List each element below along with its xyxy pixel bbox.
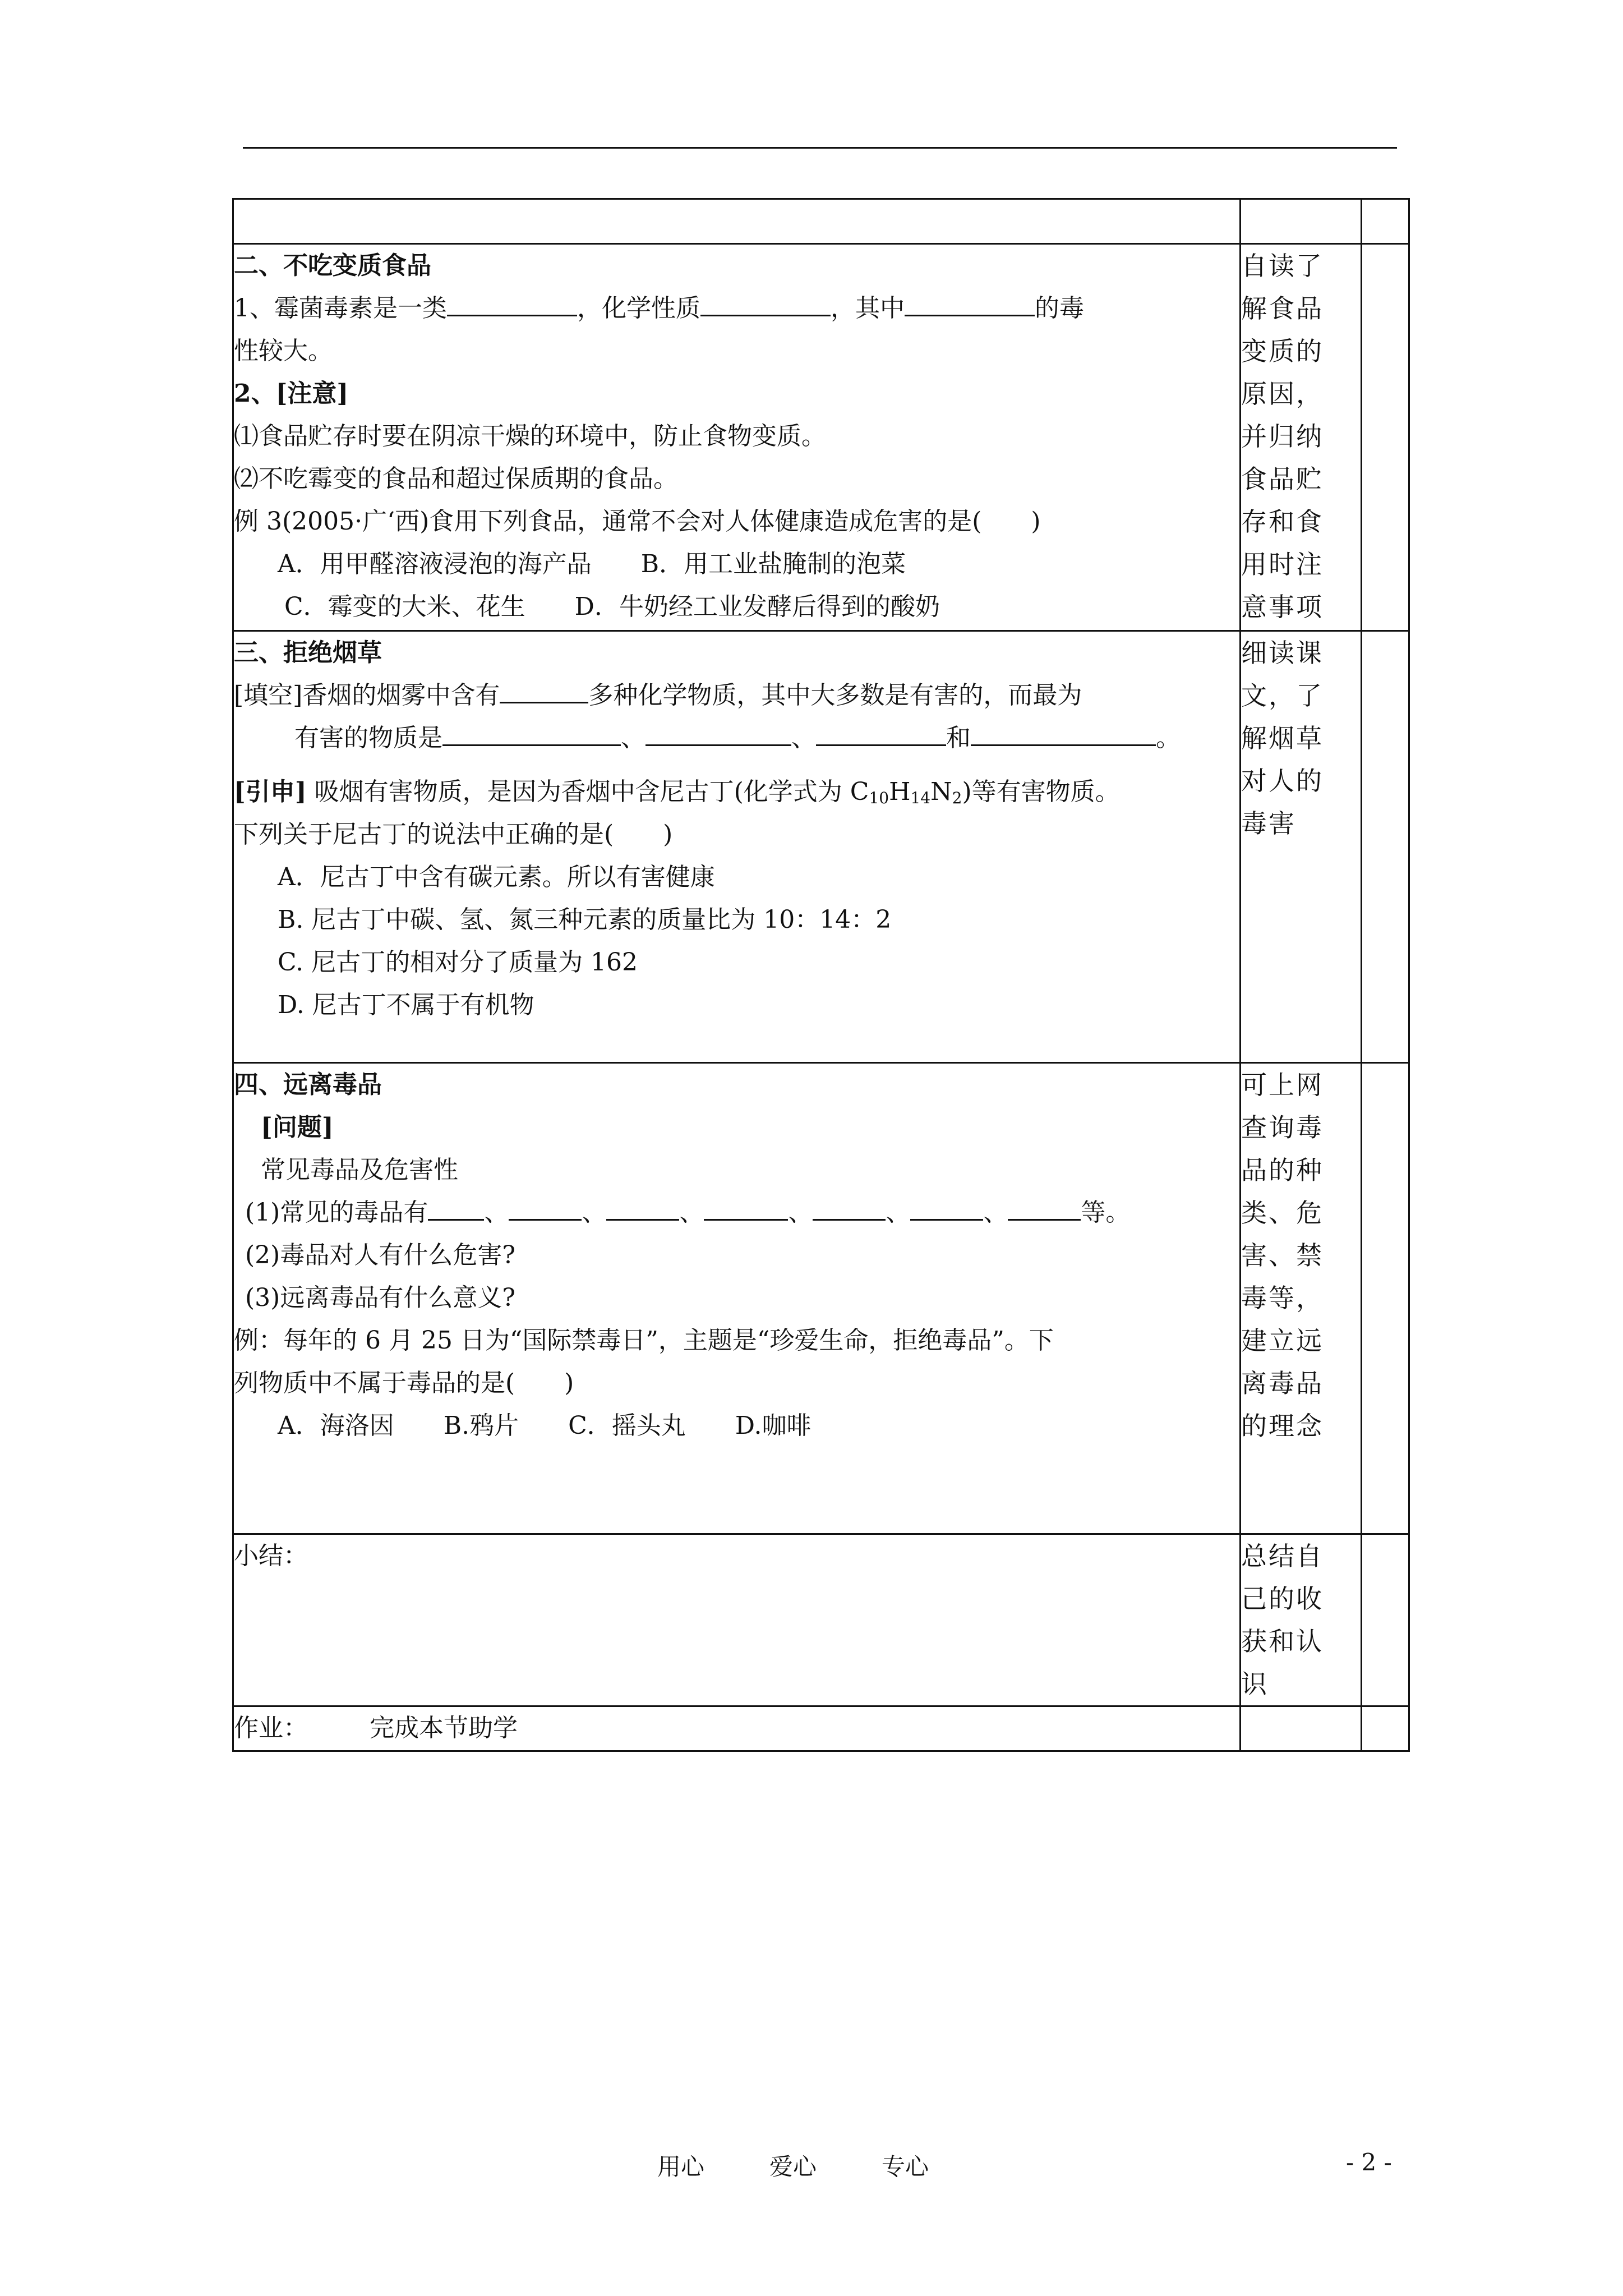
footer-slogan-3: 专心 xyxy=(882,2153,929,2180)
extension-question-continued: 下列关于尼古丁的说法中正确的是( ) xyxy=(234,820,673,849)
example-question: 例 3(2005·广‘西)食用下列食品，通常不会对人体健康造成危害的是( ) xyxy=(234,507,1041,536)
section-row-tobacco xyxy=(233,631,1409,1063)
fill-question: [填空]香烟的烟雾中含有 多种化学物质，其中大多数是有害的，而最为 xyxy=(234,674,1239,717)
empty-cell xyxy=(1362,199,1409,244)
homework-cell xyxy=(233,1706,1241,1751)
lesson-table xyxy=(232,198,1410,1752)
header-rule xyxy=(243,147,1397,149)
answer-blank[interactable] xyxy=(606,1192,679,1221)
answer-blank[interactable] xyxy=(500,675,588,703)
question-line-continued: 性较大。 xyxy=(234,337,333,365)
option-a: A．用甲醛溶液浸泡的海产品 xyxy=(278,550,592,578)
answer-blank[interactable] xyxy=(442,717,621,746)
section-title: 三、拒绝烟草 xyxy=(234,638,382,667)
side-note: 自读了解食品变质的原因，并归纳食品贮存和食用时注意事项 xyxy=(1241,244,1362,631)
answer-blank[interactable] xyxy=(428,1192,484,1221)
section-content xyxy=(233,244,1241,631)
answer-blank[interactable] xyxy=(910,1192,983,1221)
topic-line: 常见毒品及危害性 xyxy=(261,1156,458,1184)
empty-cell xyxy=(1362,1706,1409,1751)
option-row xyxy=(234,586,1239,628)
section-title: 四、远离毒品 xyxy=(234,1070,382,1099)
fill-question-continued: 有害的物质是 、 、 和 。 xyxy=(234,717,1239,760)
section-row-drugs xyxy=(233,1063,1409,1534)
option-d: D.咖啡 xyxy=(735,1411,811,1440)
footer-slogan-1: 用心 xyxy=(657,2153,705,2180)
summary-label: 小结： xyxy=(234,1542,308,1570)
option-c: C. 尼古丁的相对分了质量为 162 xyxy=(278,948,638,977)
attention-heading: 2、[注意] xyxy=(234,379,349,408)
table-header-row xyxy=(233,199,1409,244)
option-row xyxy=(234,1405,1239,1447)
meaning-question: (3)远离毒品有什么意义? xyxy=(245,1283,515,1312)
homework-line xyxy=(234,1707,1239,1750)
attention-note: ⑴食品贮存时要在阴凉干燥的环境中，防止食物变质。 xyxy=(234,422,826,450)
empty-cell xyxy=(1362,631,1409,1063)
homework-row xyxy=(233,1706,1409,1751)
option-row xyxy=(234,543,1239,586)
empty-cell xyxy=(1241,1706,1362,1751)
answer-blank[interactable] xyxy=(816,717,946,746)
answer-blank[interactable] xyxy=(1008,1192,1081,1221)
answer-blank[interactable] xyxy=(447,288,577,316)
extension-question: [引申] 吸烟有害物质，是因为香烟中含尼古丁(化学式为 $C_{10}H_{14}N_2$)等有害物质。 xyxy=(234,777,1120,807)
drug-list-question: (1)常见的毒品有 、 、 、 、 、 、 等。 xyxy=(234,1191,1239,1234)
section-content xyxy=(233,631,1241,1063)
empty-cell xyxy=(233,199,1241,244)
summary-cell xyxy=(233,1534,1241,1706)
page-number: - 2 - xyxy=(1346,2148,1392,2176)
section-content xyxy=(233,1063,1241,1534)
option-b: B.鸦片 xyxy=(443,1411,519,1440)
answer-blank[interactable] xyxy=(813,1192,886,1221)
option-b: B. 尼古丁中碳、氢、氮三种元素的质量比为 10：14：2 xyxy=(278,905,892,934)
empty-cell xyxy=(1241,199,1362,244)
option-b: B．用工业盐腌制的泡菜 xyxy=(640,550,906,578)
section-title: 二、不吃变质食品 xyxy=(234,251,431,280)
option-c: C．霉变的大米、花生 xyxy=(284,592,525,621)
side-note: 细读课文，了解烟草对人的毒害 xyxy=(1241,631,1362,1063)
footer-slogan-2: 爱心 xyxy=(769,2153,817,2180)
option-d: D．牛奶经工业发酵后得到的酸奶 xyxy=(574,592,940,621)
answer-blank[interactable] xyxy=(905,288,1035,316)
attention-note: ⑵不吃霉变的食品和超过保质期的食品。 xyxy=(234,464,678,493)
answer-blank[interactable] xyxy=(700,288,831,316)
summary-row xyxy=(233,1534,1409,1706)
homework-label: 作业： xyxy=(234,1714,308,1742)
option-a: A．海洛因 xyxy=(278,1411,394,1440)
empty-cell xyxy=(1362,1534,1409,1706)
side-note: 总结自己的收获和认识 xyxy=(1241,1534,1362,1706)
option-d: D. 尼古丁不属于有机物 xyxy=(278,991,534,1019)
section-row-spoiled-food xyxy=(233,244,1409,631)
empty-cell xyxy=(1362,1063,1409,1534)
answer-blank[interactable] xyxy=(971,717,1156,746)
harm-question: (2)毒品对人有什么危害? xyxy=(245,1241,515,1269)
answer-blank[interactable] xyxy=(509,1192,582,1221)
option-a: A．尼古丁中含有碳元素。所以有害健康 xyxy=(278,863,715,891)
example-question: 例：每年的 6 月 25 日为“国际禁毒日”，主题是“珍爱生命，拒绝毒品”。下 xyxy=(234,1326,1054,1355)
answer-blank[interactable] xyxy=(645,717,791,746)
side-note: 可上网查询毒品的种类、危害、禁毒等，建立远离毒品的理念 xyxy=(1241,1063,1362,1534)
question-line: 1、霉菌毒素是一类 ，化学性质 ，其中 的毒 xyxy=(234,287,1239,330)
example-question-continued: 列物质中不属于毒品的是( ) xyxy=(234,1369,574,1397)
empty-cell xyxy=(1362,244,1409,631)
answer-blank[interactable] xyxy=(704,1192,788,1221)
question-label: [问题] xyxy=(261,1113,334,1142)
option-c: C．摇头丸 xyxy=(568,1411,686,1440)
homework-content: 完成本节助学 xyxy=(370,1714,518,1742)
